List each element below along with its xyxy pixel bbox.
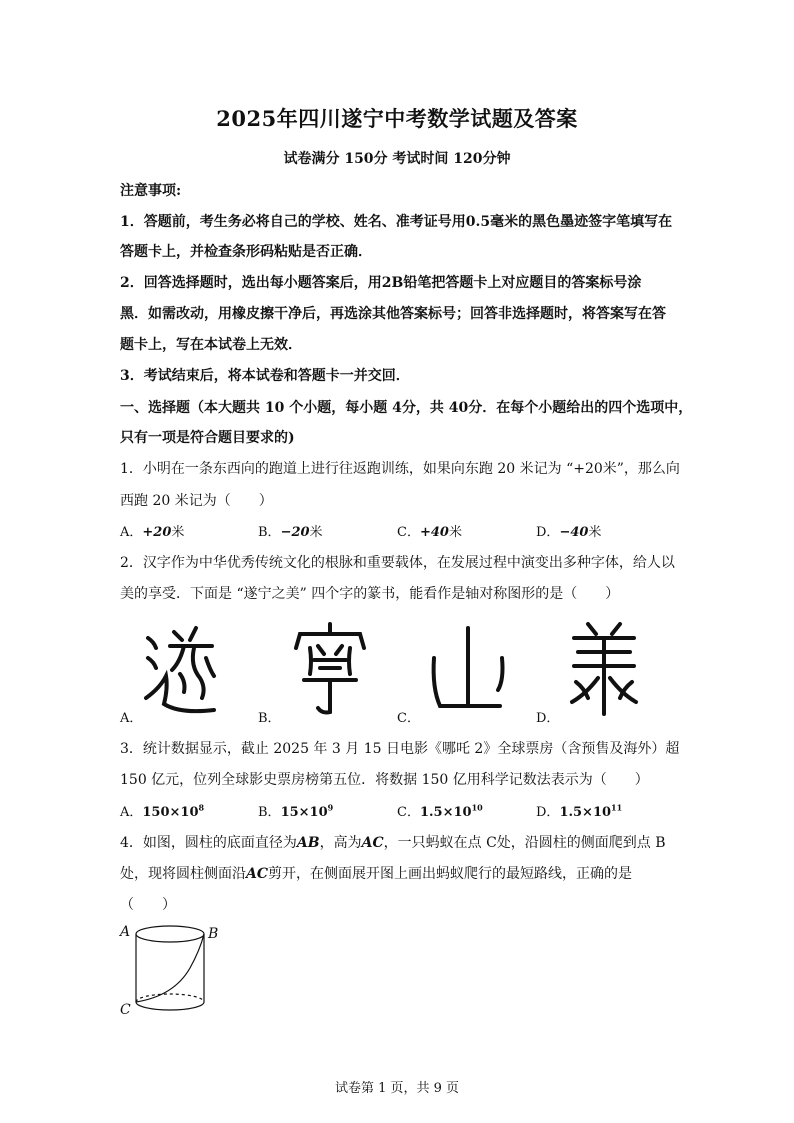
figure-label-a: A [120, 924, 131, 940]
q4-stem-line-3: （ ） [120, 897, 176, 913]
note-line-4: 黑．如需改动，用橡皮擦干净后，再选涂其他答案标号；回答非选择题时，将答案写在答 [120, 306, 666, 322]
cylinder-figure [118, 918, 228, 1018]
q3-option-d: D．$1.5\times 10^{11}$ [536, 802, 623, 820]
q3-stem-line-2: 150 亿元，位列全球影史票房榜第五位．将数据 150 亿用科学记数法表示为（ ） [120, 772, 649, 788]
seal-sui-icon [140, 618, 220, 718]
notes-heading: 注意事项: [120, 183, 182, 199]
q1-option-b: B．−20米 [258, 525, 323, 540]
section-heading-line-2: 只有一项是符合题目要求的) [120, 430, 295, 446]
page-subtitle: 试卷满分 150分 考试时间 120分钟 [283, 151, 511, 167]
q4-stem-line-1: 4．如图，圆柱的底面直径为AB，高为AC，一只蚂蚁在点 C处，沿圆柱的侧面爬到点 B [120, 835, 666, 851]
note-line-5: 题卡上，写在本试卷上无效． [120, 337, 302, 353]
q2-stem-line-1: 2．汉字作为中华优秀传统文化的根脉和重要载体，在发展过程中演变出多种字体，给人以 [120, 555, 675, 571]
note-line-6: 3．考试结束后，将本试卷和答题卡一并交回． [120, 368, 410, 384]
q2-option-c: C． [397, 711, 420, 726]
q2-option-d: D． [536, 711, 560, 726]
note-line-3: 2．回答选择题时，选出每小题答案后，用2B铅笔把答题卡上对应题目的答案标号涂 [120, 275, 642, 291]
note-line-2: 答题卡上，并检查条形码粘贴是否正确． [120, 244, 372, 260]
q1-stem-line-1: 1．小明在一条东西向的跑道上进行往返跑训练，如果向东跑 20 米记为 “+20米”，那么向 [120, 461, 680, 477]
figure-label-c: C [120, 1002, 131, 1018]
seal-ning-icon [290, 618, 370, 718]
q2-option-a: A． [120, 711, 143, 726]
q3-option-c: C．$1.5\times 10^{10}$ [397, 802, 483, 820]
q1-stem-line-2: 西跑 20 米记为（ ） [120, 493, 273, 509]
note-line-1: 1．答题前，考生务必将自己的学校、姓名、准考证号用0.5毫米的黑色墨迹签字笔填写在 [120, 214, 673, 230]
q2-option-b: B． [258, 711, 281, 726]
section-heading-line-1: 一、选择题（本大题共 10 个小题，每小题 4分，共 40分．在每个小题给出的四个选项中， [120, 400, 693, 416]
q1-option-a: A．+20米 [120, 525, 185, 540]
q1-option-d: D．−40米 [536, 525, 602, 540]
page-footer: 试卷第 1 页，共 9 页 [334, 1081, 460, 1096]
seal-mei-icon [564, 618, 644, 718]
figure-label-b: B [208, 926, 219, 942]
q3-stem-line-1: 3．统计数据显示，截止 2025 年 3 月 15 日电影《哪吒 2》全球票房（含预售及海外）超 [120, 741, 680, 757]
q3-option-a: A．$150\times 10^8$ [120, 802, 205, 820]
q4-stem-line-2: 处，现将圆柱侧面沿AC剪开，在侧面展开图上画出蚂蚁爬行的最短路线，正确的是 [120, 866, 633, 882]
q2-stem-line-2: 美的享受．下面是 “遂宁之美” 四个字的篆书，能看作是轴对称图形的是（ ） [120, 586, 620, 602]
q3-option-b: B．$15\times 10^9$ [258, 802, 334, 820]
seal-zhi-icon [428, 618, 508, 718]
page-title: 2025年四川遂宁中考数学试题及答案 [216, 106, 578, 131]
q1-option-c: C．+40米 [397, 525, 462, 540]
